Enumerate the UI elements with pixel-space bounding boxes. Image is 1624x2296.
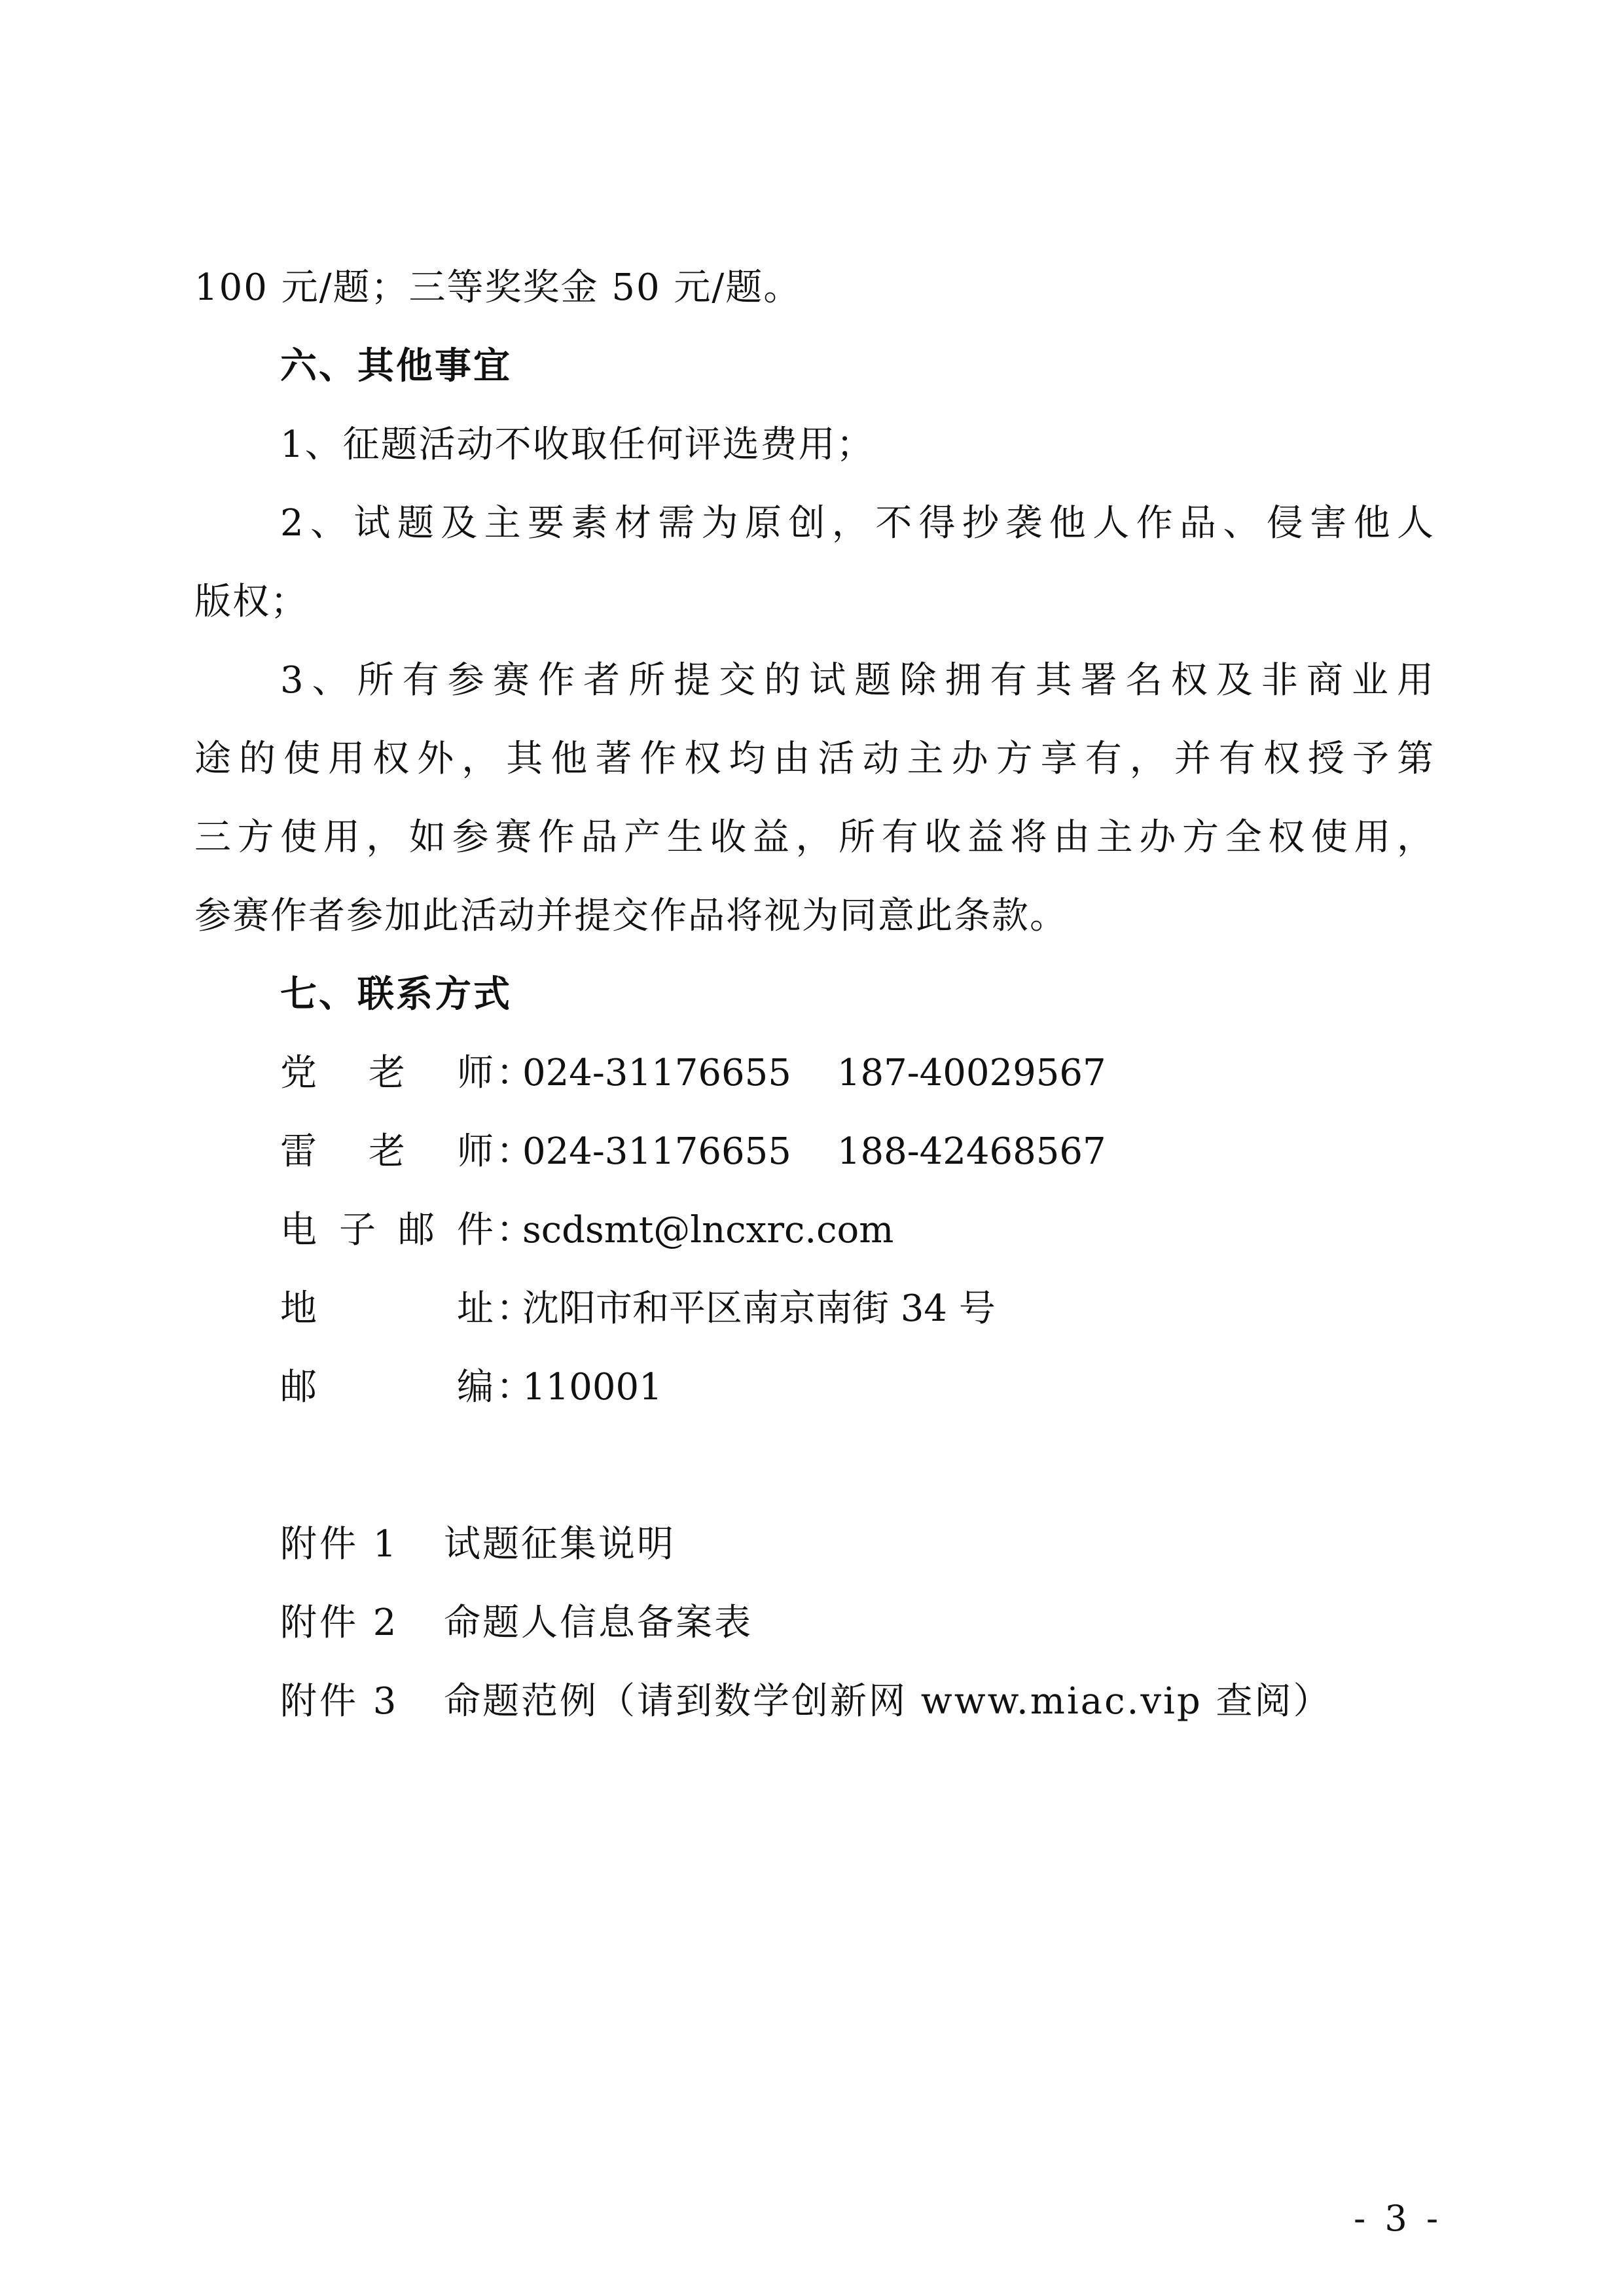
attachment-title: 命题范例（请到数学创新网 www.miac.vip 查阅） xyxy=(444,1680,1332,1723)
contact-label: 邮编 xyxy=(280,1366,496,1408)
contact-row-address xyxy=(280,1270,996,1348)
list-item-copyright-line3: 三方使用，如参赛作品产生收益，所有收益将由主办方全权使用， xyxy=(194,816,1435,859)
attachment-row-1 xyxy=(280,1505,676,1584)
attachment-title: 试题征集说明 xyxy=(444,1523,676,1566)
list-item-original-line2: 版权； xyxy=(194,581,308,623)
attachment-title: 命题人信息备案表 xyxy=(444,1602,753,1644)
list-item-copyright-line1: 3、所有参赛作者所提交的试题除拥有其署名权及非商业用 xyxy=(280,659,1435,702)
contact-colon: ： xyxy=(496,1287,533,1330)
attachment-label: 附件 1 xyxy=(280,1523,399,1566)
contact-row-dang xyxy=(280,1034,1106,1113)
section-heading-other-matters: 六、其他事宜 xyxy=(280,345,512,387)
contact-colon: ： xyxy=(496,1130,533,1173)
contact-colon: ： xyxy=(496,1052,533,1094)
contact-phone-mobile: 188-42468567 xyxy=(837,1130,1106,1173)
contact-label: 电子邮件 xyxy=(280,1209,496,1251)
attachment-label: 附件 3 xyxy=(280,1680,399,1723)
contact-colon: ： xyxy=(496,1209,533,1251)
contact-postcode: 110001 xyxy=(522,1366,662,1408)
contact-phone-mobile: 187-40029567 xyxy=(837,1052,1106,1094)
list-item-no-fee: 1、征题活动不收取任何评选费用； xyxy=(280,423,875,466)
list-item-original-line1: 2、试题及主要素材需为原创，不得抄袭他人作品、侵害他人 xyxy=(280,502,1435,545)
contact-label: 雷老师 xyxy=(280,1130,496,1173)
attachment-label: 附件 2 xyxy=(280,1602,399,1644)
attachment-row-2 xyxy=(280,1584,753,1662)
paragraph-line-prize: 100 元/题；三等奖奖金 50 元/题。 xyxy=(194,266,802,309)
contact-colon: ： xyxy=(496,1366,533,1408)
contact-phone-landline: 024-31176655 xyxy=(522,1052,791,1094)
contact-email: scdsmt@lncxrc.com xyxy=(522,1209,894,1251)
contact-label: 地址 xyxy=(280,1287,496,1330)
contact-label: 党老师 xyxy=(280,1052,496,1094)
section-heading-contact: 七、联系方式 xyxy=(280,973,512,1016)
list-item-copyright-line2: 途的使用权外，其他著作权均由活动主办方享有，并有权授予第 xyxy=(194,738,1435,780)
list-item-copyright-line4: 参赛作者参加此活动并提交作品将视为同意此条款。 xyxy=(194,895,1068,937)
contact-address: 沈阳市和平区南京南街 34 号 xyxy=(522,1287,996,1330)
contact-phone-landline: 024-31176655 xyxy=(522,1130,791,1173)
contact-row-lei xyxy=(280,1113,1106,1191)
contact-row-postcode xyxy=(280,1348,662,1427)
page-number: - 3 - xyxy=(1354,2198,1443,2239)
contact-row-email xyxy=(280,1191,893,1270)
attachment-row-3 xyxy=(280,1662,1332,1741)
